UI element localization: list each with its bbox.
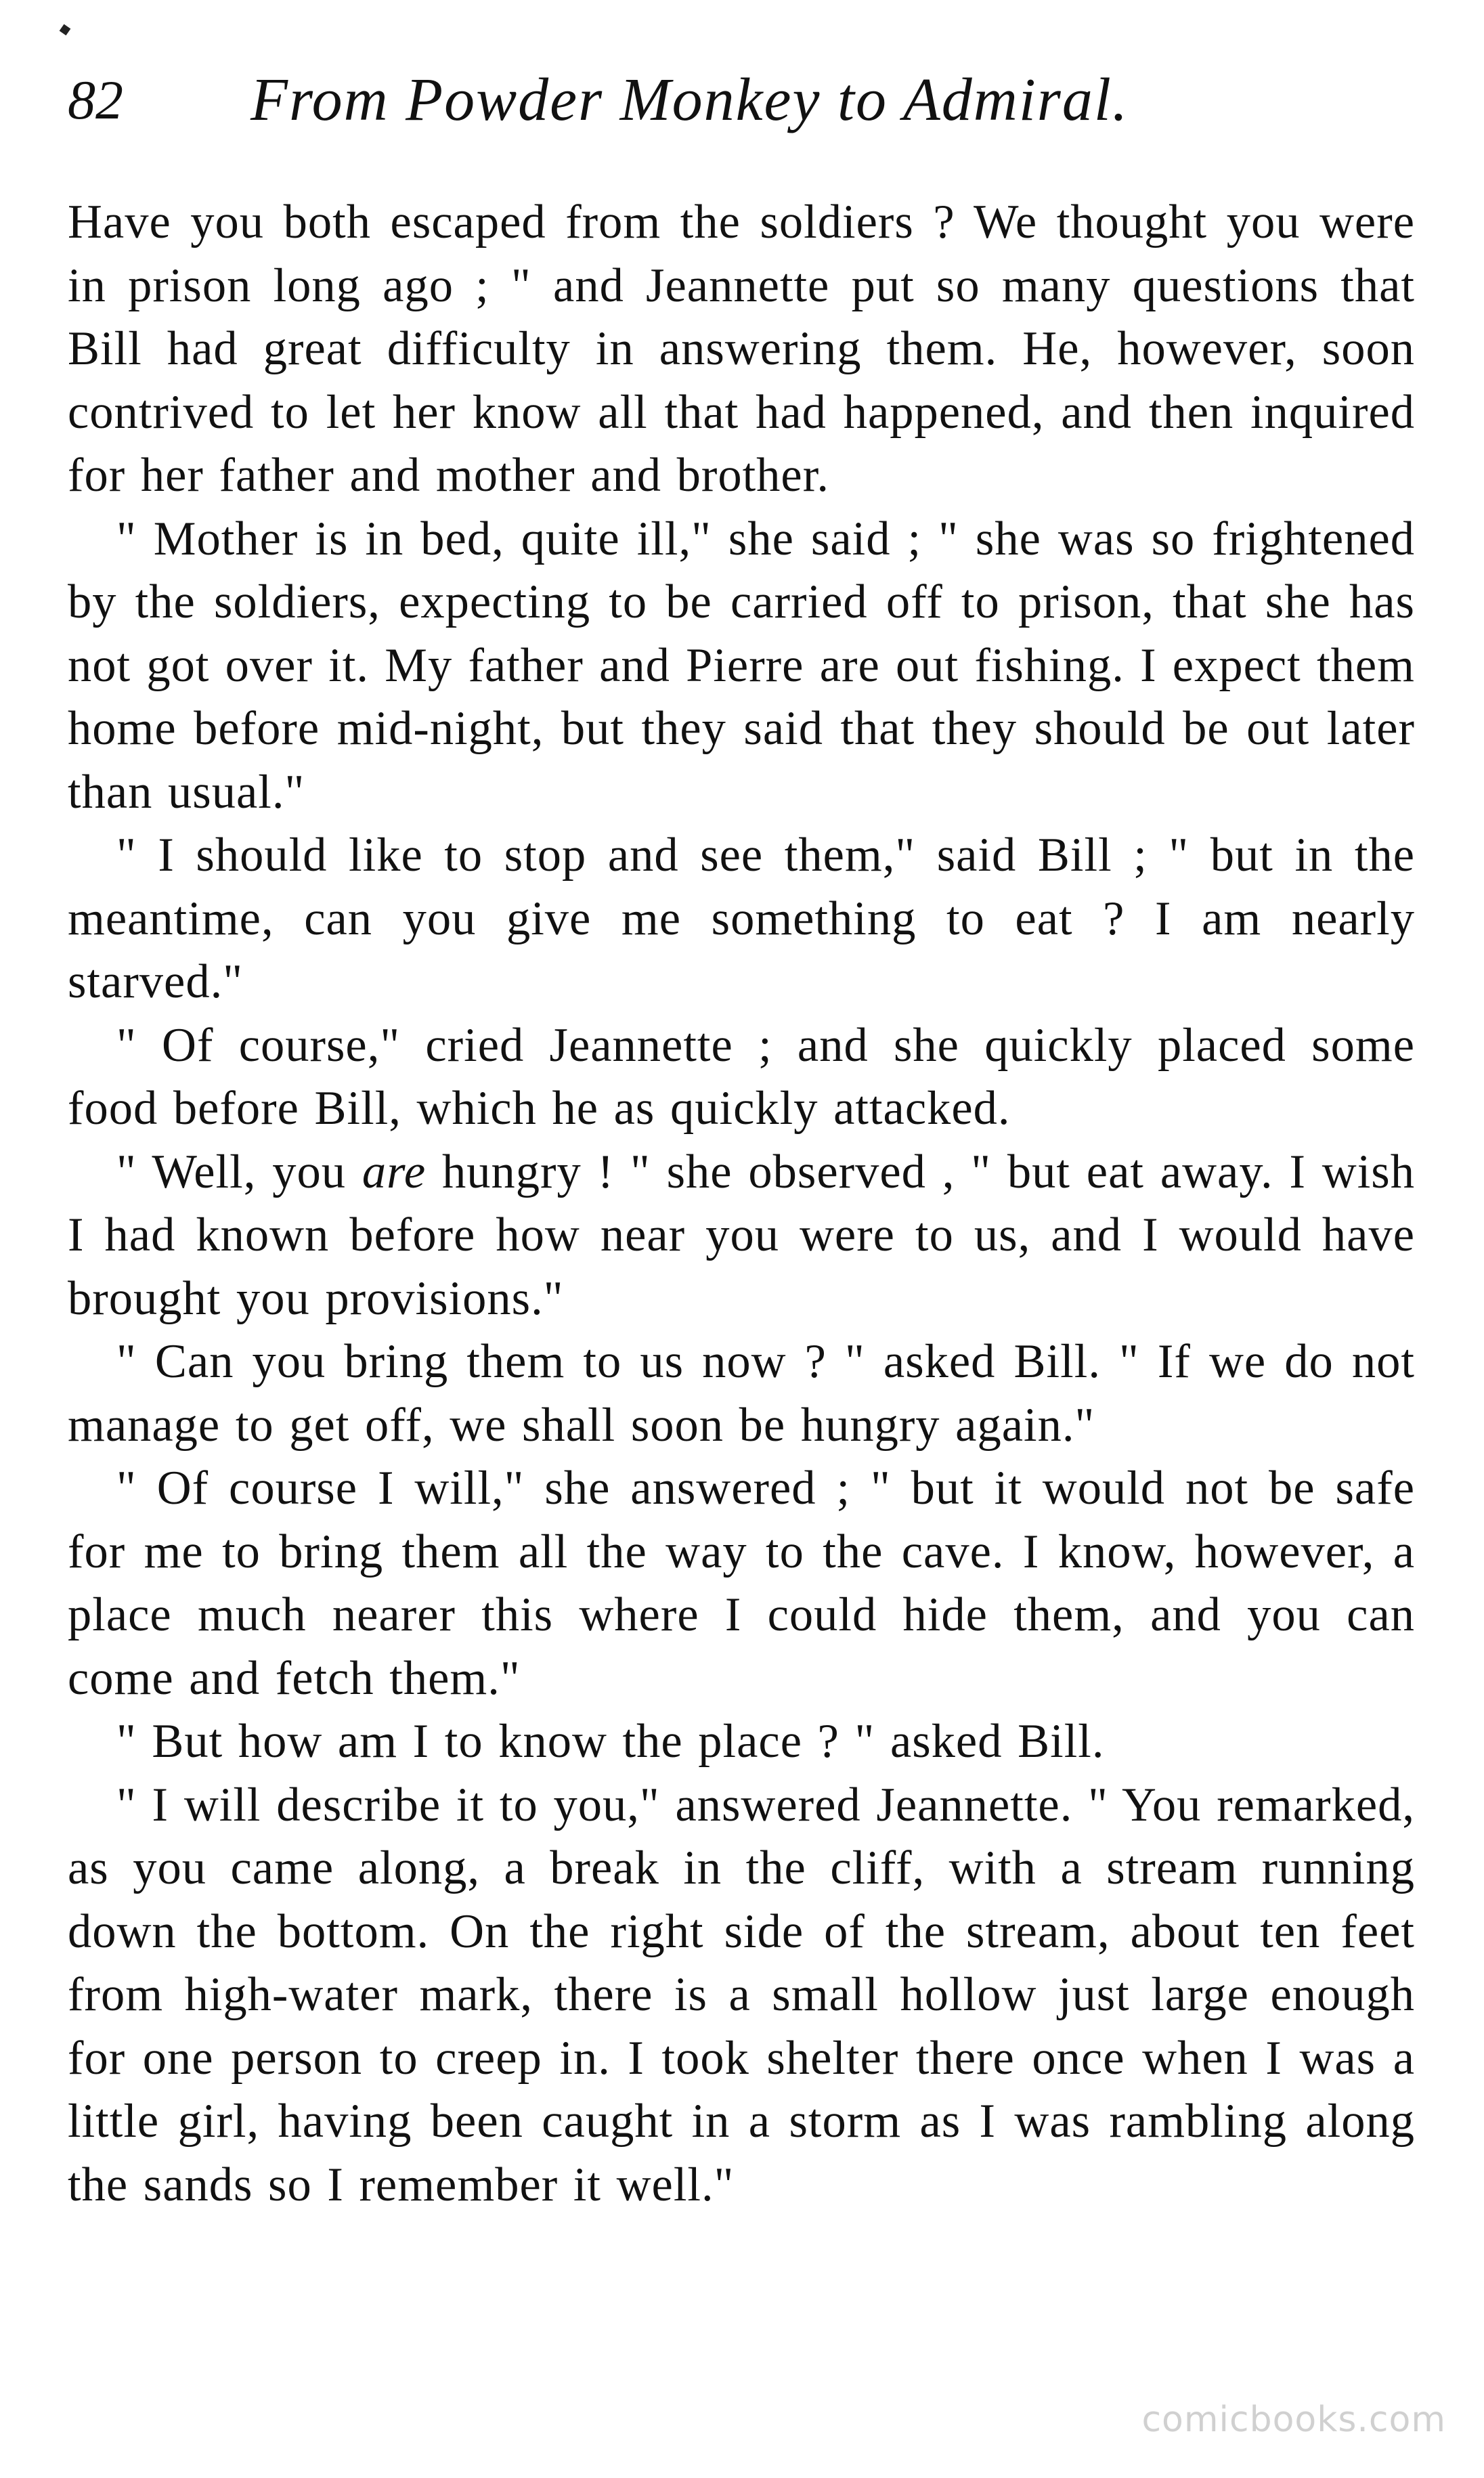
paragraph-8: " But how am I to know the place ? " asked Bill. xyxy=(116,1715,1105,1768)
paragraph-5-end: hungry ! " she observed , " but eat away. I wish I had known before how near you were to us, and I would have brought you provisions." xyxy=(68,1145,1415,1325)
print-mark xyxy=(60,24,71,36)
paragraph-5 xyxy=(68,1141,1415,1331)
running-title: From Powder Monkey to Admiral. xyxy=(250,66,1129,133)
paragraph-3: " I should like to stop and see them," said Bill ; " but in the meantime, can you give me something to eat ? I am nearly starved." xyxy=(68,829,1415,1008)
watermark: comicbooks.com xyxy=(1141,2399,1446,2440)
page-header xyxy=(68,60,1415,141)
paragraph-7: " Of course I will," she answered ; " but it would not be safe for me to bring them all the way to the cave. I know, however, a place much nearer this where I could hide them, and you can come and fetch them." xyxy=(68,1462,1415,1705)
paragraph-2: " Mother is in bed, quite ill," she said ; " she was so frightened by the soldiers, expecting to be carried off to prison, that she has not got over it. My father and Pierre are out fishing. I expect them home before mid-night, but they said that they should be out later than usual." xyxy=(68,512,1415,819)
paragraph-4: " Of course," cried Jeannette ; and she quickly placed some food before Bill, which he as quickly attacked. xyxy=(68,1018,1415,1135)
paragraph-1: Have you both escaped from the soldiers ? We thought you were in prison long ago ; " and Jeannette put so many questions that Bill had great difficulty in answering them. He, however, soon contrived to let her know all that had happened, and then inquired for her father and mother and brother. xyxy=(68,196,1415,502)
paragraph-5-start: " Well, you xyxy=(116,1145,362,1198)
body-text xyxy=(68,191,1415,2217)
page-number: 82 xyxy=(68,69,123,131)
paragraph-9: " I will describe it to you," answered Jeannette. " You remarked, as you came along, a break in the cliff, with a stream running down the bottom. On the right side of the stream, about ten feet from high-water mark, there is a small hollow just large enough for one person to creep in. I took shelter there once when I was a little girl, having been caught in a storm as I was rambling along the sands so I remember it well." xyxy=(68,1778,1415,2211)
paragraph-6: " Can you bring them to us now ? " asked Bill. " If we do not manage to get off, we shall soon be hungry again." xyxy=(68,1335,1415,1452)
paragraph-5-emphasis: are xyxy=(362,1145,427,1198)
